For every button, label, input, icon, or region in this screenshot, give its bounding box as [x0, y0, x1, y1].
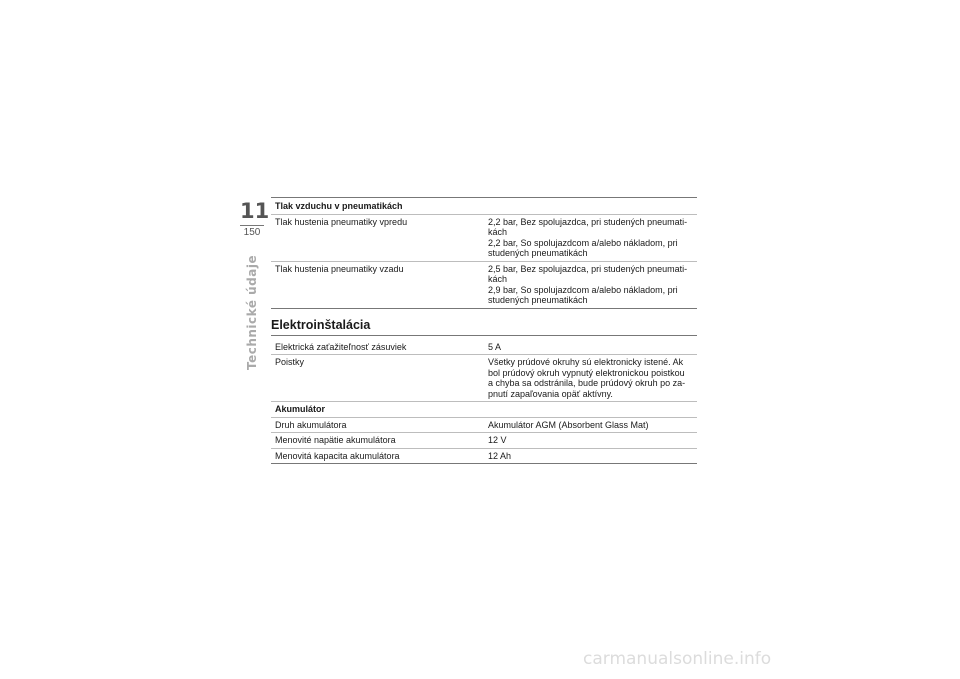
value-line: kách [488, 227, 508, 237]
table-row [271, 214, 697, 261]
value-line: a chyba sa odstránila, bude prúdový okruh po za- [488, 378, 686, 388]
chapter-number: 11 [240, 199, 270, 223]
table-row [271, 448, 697, 464]
value-line: 2,5 bar, Bez spolujazdca, pri studených pneumati- [488, 263, 688, 274]
table-row [271, 340, 697, 355]
table-row [271, 433, 697, 449]
spec-value [484, 214, 697, 261]
battery-heading: Akumulátor [271, 402, 697, 418]
spec-label: Elektrická zaťažiteľnosť zásuviek [271, 340, 484, 355]
tire-pressure-heading: Tlak vzduchu v pneumatikách [271, 198, 697, 215]
spec-label: Tlak hustenia pneumatiky vpredu [271, 214, 484, 261]
value-line: studených pneumatikách [488, 295, 588, 305]
spec-value [484, 355, 697, 402]
value-line: 5 A [488, 341, 502, 352]
watermark: carmanualsonline.info [583, 649, 772, 669]
table-row [271, 417, 697, 433]
spec-label: Poistky [271, 355, 484, 402]
spec-value: 12 Ah [484, 448, 697, 464]
chapter-side-title: Technické údaje [245, 254, 259, 370]
spec-value: 12 V [484, 433, 697, 449]
spec-label: Menovité napätie akumulátora [271, 433, 484, 449]
tire-pressure-table [271, 197, 697, 309]
value-line: kách [488, 274, 508, 284]
value-line: bol prúdový okruh vypnutý elektronickou poistkou [488, 367, 685, 378]
spec-content [271, 197, 697, 464]
value-line: 2,2 bar, So spolujazdcom a/alebo nákladom, pri [488, 237, 678, 248]
spec-value [484, 261, 697, 308]
spec-label: Druh akumulátora [271, 417, 484, 433]
table-row [271, 261, 697, 308]
electrical-table [271, 340, 697, 465]
spec-value [484, 340, 697, 355]
table-row [271, 355, 697, 402]
spec-value: Akumulátor AGM (Absorbent Glass Mat) [484, 417, 697, 433]
spec-label: Tlak hustenia pneumatiky vzadu [271, 261, 484, 308]
value-line: studených pneumatikách [488, 248, 588, 258]
value-line: 2,2 bar, Bez spolujazdca, pri studených pneumati- [488, 216, 688, 227]
spec-label: Menovitá kapacita akumulátora [271, 448, 484, 464]
value-line: Všetky prúdové okruhy sú elektronicky istené. Ak [488, 357, 684, 367]
value-line: pnutí zapaľovania opäť aktívny. [488, 388, 613, 399]
section-title-electrical: Elektroinštalácia [271, 318, 697, 336]
value-line: 2,9 bar, So spolujazdcom a/alebo nákladom, pri [488, 284, 678, 295]
page-number: 150 [240, 225, 264, 238]
